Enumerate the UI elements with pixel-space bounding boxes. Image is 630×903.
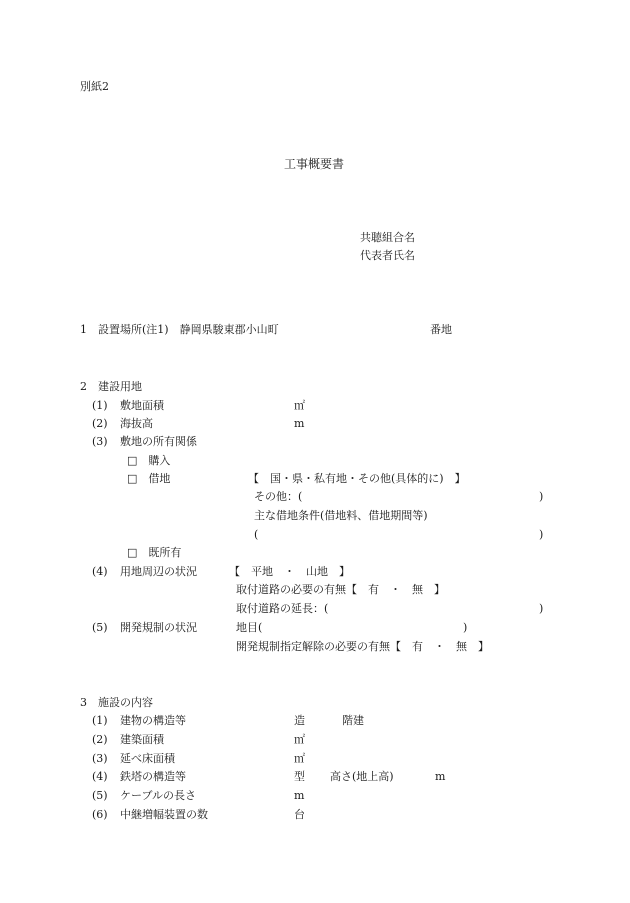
land-category-close: ) xyxy=(463,621,468,634)
road-need: 取付道路の必要の有無【 有 ・ 無 】 xyxy=(236,583,445,596)
section1-location: 1 設置場所(注1) 静岡県駿東郡小山町 xyxy=(80,323,279,336)
lease-options: 【 国・県・私有地・その他(具体的に) 】 xyxy=(248,472,466,485)
altitude-unit: m xyxy=(294,417,305,430)
structure-unit: 造 xyxy=(294,714,305,727)
structure-floors: 階建 xyxy=(342,714,364,727)
site-area-unit: ㎡ xyxy=(294,399,305,412)
road-length-close: ) xyxy=(539,602,544,615)
union-name-label: 共聴組合名 xyxy=(360,231,415,244)
lease-terms-label: 主な借地条件(借地料、借地期間等) xyxy=(254,509,428,522)
development-num: (5) xyxy=(92,621,108,634)
section3-heading: 3 施設の内容 xyxy=(80,696,153,709)
altitude-num: (2) xyxy=(92,417,108,430)
building-area-label: 建築面積 xyxy=(120,733,164,746)
building-area-num: (2) xyxy=(92,733,108,746)
floor-area-label: 延べ床面積 xyxy=(120,752,175,765)
floor-area-unit: ㎡ xyxy=(294,752,305,765)
tower-num: (4) xyxy=(92,770,108,783)
lease-other-close: ) xyxy=(539,490,544,503)
section2-heading: 2 建設用地 xyxy=(80,380,142,393)
lease-other-open: その他：( xyxy=(254,490,303,503)
site-area-label: 敷地面積 xyxy=(120,399,164,412)
structure-label: 建物の構造等 xyxy=(120,714,186,727)
owned-checkbox[interactable]: □ 既所有 xyxy=(127,546,182,559)
surroundings-num: (4) xyxy=(92,565,108,578)
cable-unit: m xyxy=(294,789,305,802)
tower-label: 鉄塔の構造等 xyxy=(120,770,186,783)
rep-name-label: 代表者氏名 xyxy=(360,249,415,262)
road-length-open: 取付道路の延長：( xyxy=(236,602,329,615)
site-area-num: (1) xyxy=(92,399,108,412)
surroundings-label: 用地周辺の状況 xyxy=(120,565,197,578)
release-need: 開発規制指定解除の必要の有無【 有 ・ 無 】 xyxy=(236,640,489,653)
land-category-open: 地目( xyxy=(236,621,263,634)
section1-banchi: 番地 xyxy=(430,323,452,336)
amplifier-label: 中継増幅装置の数 xyxy=(120,808,208,821)
lease-terms-close: ) xyxy=(539,528,544,541)
page-title: 工事概要書 xyxy=(284,157,345,171)
building-area-unit: ㎡ xyxy=(294,733,305,746)
amplifier-unit: 台 xyxy=(294,808,305,821)
ownership-num: (3) xyxy=(92,435,108,448)
structure-num: (1) xyxy=(92,714,108,727)
tower-height-label: 高さ(地上高) xyxy=(330,770,394,783)
floor-area-num: (3) xyxy=(92,752,108,765)
amplifier-num: (6) xyxy=(92,808,108,821)
cable-num: (5) xyxy=(92,789,108,802)
purchase-checkbox[interactable]: □ 購入 xyxy=(127,454,171,467)
tower-unit: 型 xyxy=(294,770,305,783)
terrain-options: 【 平地 ・ 山地 】 xyxy=(229,565,350,578)
ownership-label: 敷地の所有関係 xyxy=(120,435,197,448)
altitude-label: 海抜高 xyxy=(120,417,153,430)
cable-label: ケーブルの長さ xyxy=(120,789,197,802)
tower-height-unit: m xyxy=(435,770,446,783)
development-label: 開発規制の状況 xyxy=(120,621,197,634)
attachment-label: 別紙2 xyxy=(80,80,109,93)
lease-terms-open: ( xyxy=(254,528,259,541)
lease-checkbox[interactable]: □ 借地 xyxy=(127,472,171,485)
